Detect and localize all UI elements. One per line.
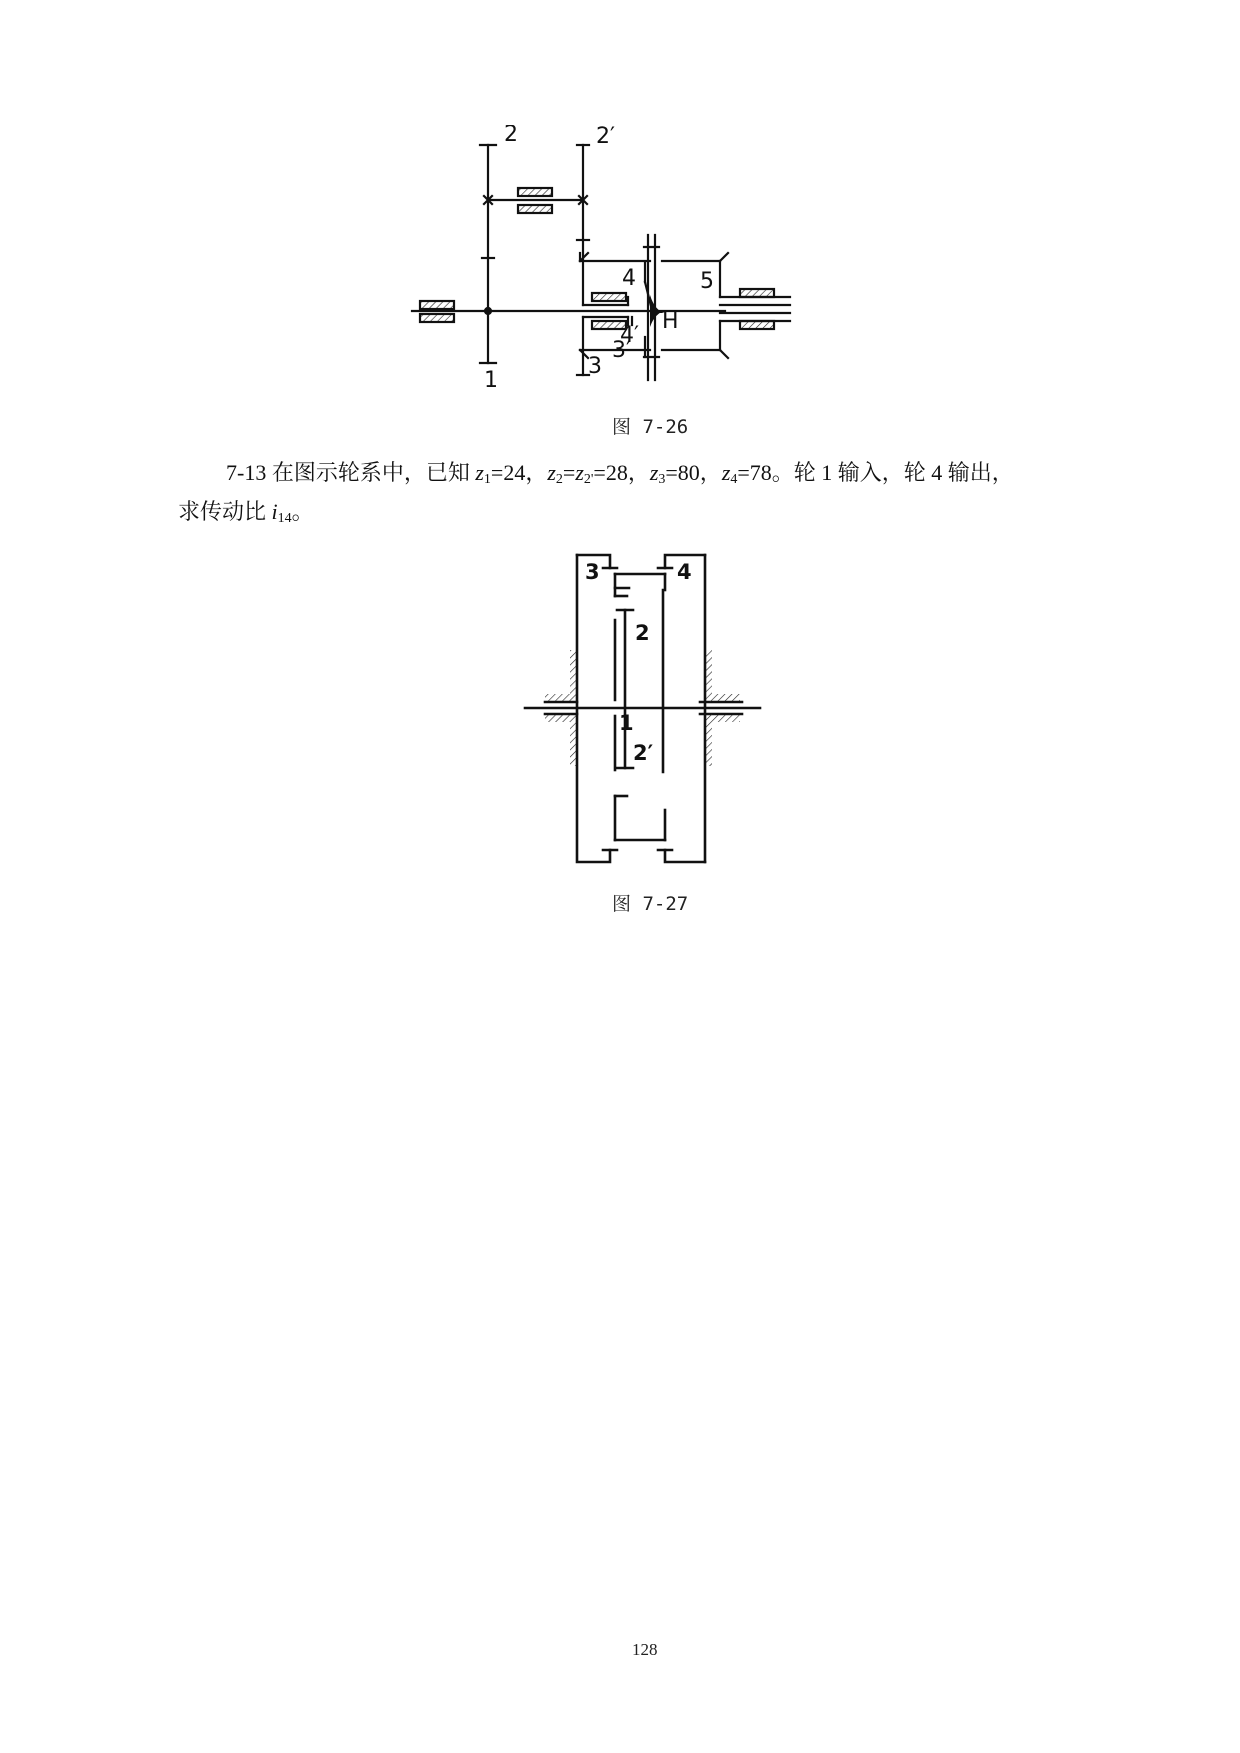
- fig2-label-2p: 2′: [633, 741, 654, 765]
- z1-val: =24，: [490, 460, 548, 485]
- problem-end: 。: [291, 499, 314, 524]
- ratio-sub: 14: [277, 511, 292, 526]
- problem-number: 7-13: [226, 460, 267, 485]
- z2-val: =28，: [593, 460, 650, 485]
- z4-var: z: [721, 460, 731, 485]
- z2p-sub: 2': [583, 472, 594, 487]
- z4-sub: 4: [730, 472, 738, 487]
- problem-line-2: [178, 492, 1118, 531]
- z1-sub: 1: [483, 472, 491, 487]
- fig2-label-3: 3: [585, 560, 600, 584]
- z3-sub: 3: [658, 472, 666, 487]
- fig1-label-4p: 4′: [620, 323, 639, 348]
- fig1-label-3p: 3′: [612, 338, 631, 363]
- ratio-var: i: [271, 499, 278, 524]
- z3-var: z: [649, 460, 659, 485]
- z2-eq: =: [562, 460, 576, 485]
- z2p-var: z: [575, 460, 584, 485]
- z2-sub: 2: [555, 472, 563, 487]
- fig1-label-5: 5: [700, 269, 714, 294]
- problem-line-1: [178, 453, 1118, 492]
- page-number: 128: [632, 1640, 658, 1659]
- figure-7-26-caption: 图 7-26: [612, 416, 689, 438]
- z1-var: z: [475, 460, 484, 485]
- z4-val: =78。轮 1 输入，轮 4 输出，: [737, 460, 1014, 485]
- fig1-label-H: H: [662, 309, 679, 334]
- z3-val: =80，: [665, 460, 722, 485]
- problem-intro: 在图示轮系中，已知: [271, 460, 476, 485]
- figure-7-27-caption: 图 7-27: [612, 893, 689, 915]
- fig1-label-2p: 2′: [596, 125, 615, 149]
- figure-7-26-gear-train-diagram: [400, 125, 890, 400]
- figure-7-27-gear-train-diagram: [515, 550, 775, 870]
- z2-var: z: [547, 460, 556, 485]
- fig1-label-4: 4: [622, 266, 636, 291]
- fig2-label-1: 1: [619, 711, 634, 735]
- fig2-label-4: 4: [677, 560, 692, 584]
- fig1-label-1: 1: [484, 368, 498, 393]
- fig1-label-2: 2: [504, 125, 518, 147]
- fig2-label-2: 2: [635, 621, 650, 645]
- problem-7-13: [178, 453, 1118, 531]
- problem-question: 求传动比: [178, 499, 272, 524]
- fig1-label-3: 3: [588, 354, 602, 379]
